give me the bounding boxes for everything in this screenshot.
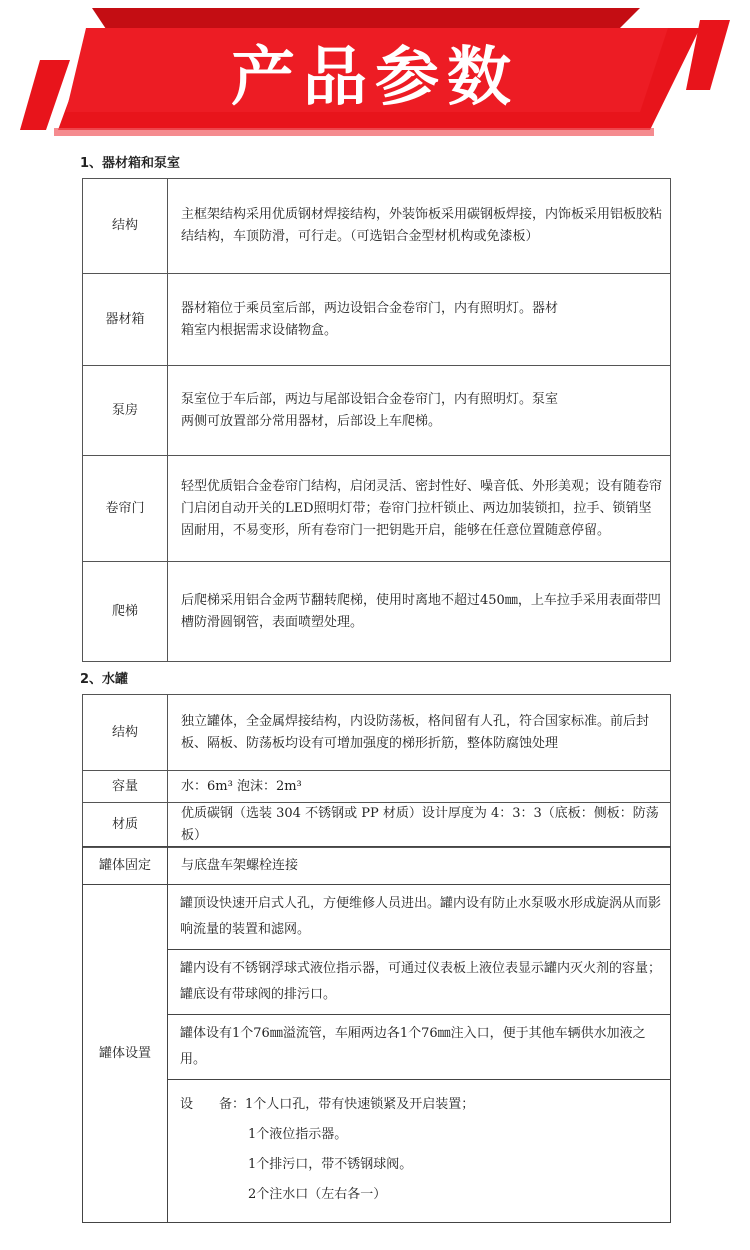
settings-item: 罐内设有不锈钢浮球式液位指示器，可通过仪表板上液位表显示罐内灭火剂的容量；罐底设有带球阀的排污口。 xyxy=(168,950,670,1015)
settings-cell xyxy=(168,885,671,1223)
row-label: 卷帘门 xyxy=(83,456,168,562)
table-row xyxy=(83,456,671,562)
equipment-item: 1个液位指示器。 xyxy=(248,1127,348,1142)
row-content: 与底盘车架螺栓连接 xyxy=(168,847,671,885)
row-label: 器材箱 xyxy=(83,274,168,366)
section1-table xyxy=(82,178,671,662)
table-row xyxy=(83,562,671,662)
row-label: 容量 xyxy=(83,771,168,803)
row-label: 泵房 xyxy=(83,366,168,456)
row-content: 轻型优质铝合金卷帘门结构，启闭灵活、密封性好、噪音低、外形美观；设有随卷帘门启闭自动开关的LED照明灯带；卷帘门拉杆锁止、两边加装锁扣，拉手、锁销坚固耐用，不易变形，所有卷帘门一把钥匙开启，能够在任意位置随意停留。 xyxy=(168,456,671,562)
equipment-first-line xyxy=(180,1090,662,1120)
equipment-item: 2个注水口（左右各一） xyxy=(248,1187,387,1202)
row-content: 主框架结构采用优质钢材焊接结构，外装饰板采用碳钢板焊接，内饰板采用铝板胶粘结结构，车顶防滑，可行走。（可选铝合金型材机构或免漆板） xyxy=(168,179,671,274)
table-row xyxy=(83,771,671,803)
row-content: 后爬梯采用铝合金两节翻转爬梯，使用时离地不超过450㎜，上车拉手采用表面带凹槽防滑圆钢管，表面喷塑处理。 xyxy=(168,562,671,662)
page-title: 产品参数 xyxy=(231,41,519,115)
table-row xyxy=(83,695,671,771)
header-banner xyxy=(0,0,750,150)
table-row xyxy=(83,803,671,848)
section1-title: 1、器材箱和泵室 xyxy=(80,156,181,171)
settings-item: 罐顶设快速开启式人孔，方便维修人员进出。罐内设有防止水泵吸水形成旋涡从而影响流量的装置和滤网。 xyxy=(168,885,670,950)
table-row xyxy=(83,885,671,1223)
table-row xyxy=(83,274,671,366)
section2-table xyxy=(82,694,671,848)
row-label: 罐体设置 xyxy=(83,885,168,1223)
table-row xyxy=(83,366,671,456)
equipment-label: 设 备： xyxy=(180,1097,246,1112)
equipment-item: 1个排污口，带不锈钢球阀。 xyxy=(248,1157,413,1172)
row-label: 结构 xyxy=(83,695,168,771)
table-row xyxy=(83,847,671,885)
row-label: 爬梯 xyxy=(83,562,168,662)
row-content: 器材箱位于乘员室后部，两边设铝合金卷帘门，内有照明灯。器材箱室内根据需求设储物盒。 xyxy=(168,274,671,366)
row-label: 罐体固定 xyxy=(83,847,168,885)
table-row xyxy=(83,179,671,274)
row-label: 材质 xyxy=(83,803,168,848)
equipment-item: 1个人口孔，带有快速锁紧及开启装置； xyxy=(245,1097,475,1112)
row-content: 水：6m³ 泡沫：2m³ xyxy=(168,771,671,803)
settings-item: 罐体设有1个76㎜溢流管，车厢两边各1个76㎜注入口，便于其他车辆供水加液之用。 xyxy=(168,1015,670,1080)
row-content: 优质碳钢（选装 304 不锈钢或 PP 材质）设计厚度为 4：3：3（底板：侧板：防荡板） xyxy=(168,803,671,848)
row-content: 独立罐体，全金属焊接结构，内设防荡板，格间留有人孔，符合国家标准。前后封板、隔板、防荡板均设有可增加强度的梯形折筋，整体防腐蚀处理 xyxy=(168,695,671,771)
row-label: 结构 xyxy=(83,179,168,274)
row-content: 泵室位于车后部，两边与尾部设铝合金卷帘门，内有照明灯。泵室两侧可放置部分常用器材，后部设上车爬梯。 xyxy=(168,366,671,456)
section2-title: 2、水罐 xyxy=(80,672,129,687)
tank-settings-table xyxy=(82,846,671,1223)
equipment-list xyxy=(168,1080,670,1222)
